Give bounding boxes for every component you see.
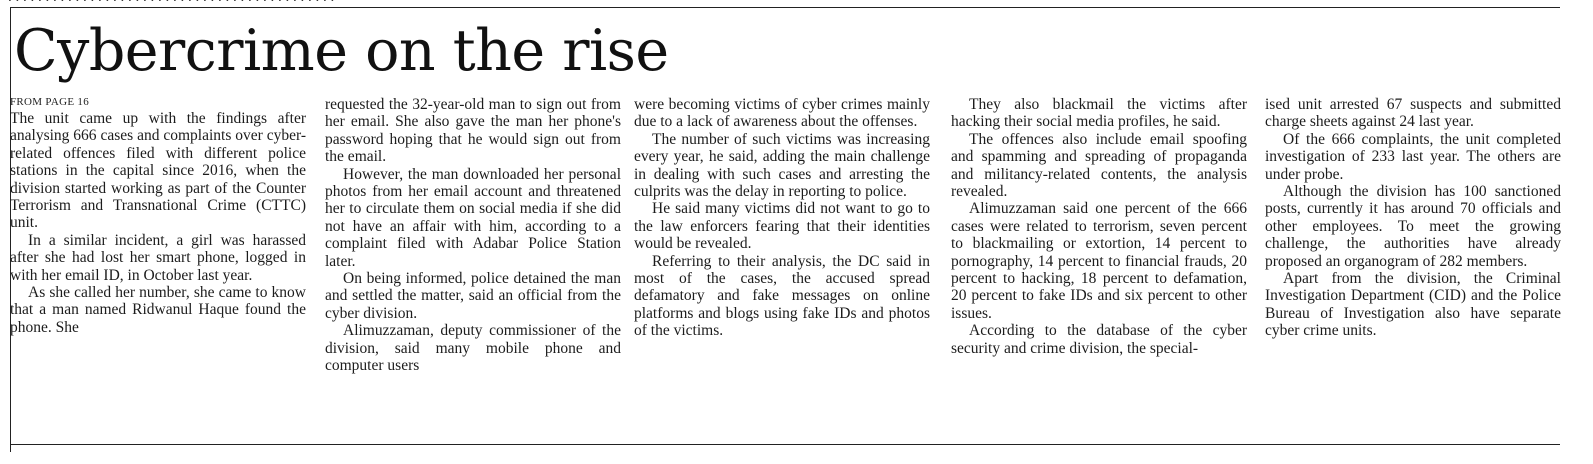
paragraph: Apart from the division, the Criminal Investigation Department (CID) and the Police Bureau of Investigation also have separate cyber crime units.	[1265, 270, 1561, 340]
paragraph: In a similar incident, a girl was harassed after she had lost her smart phone, logged in with her email ID, in October last year.	[10, 231, 306, 284]
top-rule	[10, 7, 1560, 8]
paragraph: The offences also include email spoofing and spamming and spreading of propaganda and militancy-related contents, the analysis revealed.	[951, 130, 1247, 201]
bottom-rule	[10, 444, 1560, 445]
paragraph: As she called her number, she came to know that a man named Ridwanul Haque found the phone. She	[10, 284, 306, 336]
headline: Cybercrime on the rise	[14, 18, 669, 84]
article-column-1	[10, 96, 306, 336]
paragraph: According to the database of the cyber security and crime division, the special-	[951, 322, 1247, 357]
paragraph: Referring to their analysis, the DC said in most of the cases, the accused spread defamatory and fake messages on online platforms and blogs using fake IDs and photos of the victims.	[634, 252, 930, 340]
paragraph: requested the 32-year-old man to sign out from her email. She also gave the man her phone's password hoping that he would sign out from the email.	[325, 96, 621, 166]
paragraph: On being informed, police detained the man and settled the matter, said an official from the cyber division.	[325, 270, 621, 322]
article-column-4	[951, 96, 1247, 357]
paragraph: He said many victims did not want to go to the law enforcers fearing that their identities would be revealed.	[634, 200, 930, 253]
article-column-5	[1265, 96, 1561, 340]
paragraph: They also blackmail the victims after hacking their social media profiles, he said.	[951, 96, 1247, 131]
paragraph: Although the division has 100 sanctioned posts, currently it has around 70 officials and other employees. To meet the growing challenge, the authorities have already proposed an organogram of 282 members.	[1265, 183, 1561, 270]
paragraph: However, the man downloaded her personal photos from her email account and threatened her to circulate them on social media if she did not have an affair with him, according to a complaint filed with Adabar Police Station later.	[325, 165, 621, 270]
paragraph: ised unit arrested 67 suspects and submitted charge sheets against 24 last year.	[1265, 96, 1561, 131]
previous-article-cut-text	[0, 0, 1560, 6]
paragraph: Alimuzzaman said one percent of the 666 cases were related to terrorism, seven percent to blackmailing or extortion, 14 percent to pornography, 14 percent to financial frauds, 20 percent to hacking, 18 percent to defamation, 20 percent to fake IDs and six percent to other issues.	[951, 200, 1247, 322]
article-column-2	[325, 96, 621, 375]
paragraph: The number of such victims was increasing every year, he said, adding the main challenge in dealing with such cases and arresting the culprits was the delay in reporting to police.	[634, 130, 930, 201]
jump-from-label: FROM PAGE 16	[10, 96, 89, 108]
article-column-3	[634, 96, 930, 340]
paragraph: were becoming victims of cyber crimes mainly due to a lack of awareness about the offenses.	[634, 96, 930, 131]
paragraph: Alimuzzaman, deputy commissioner of the division, said many mobile phone and computer users	[325, 322, 621, 375]
paragraph: Of the 666 complaints, the unit completed investigation of 233 last year. The others are under probe.	[1265, 130, 1561, 183]
paragraph: The unit came up with the findings after analysing 666 cases and complaints over cyber-related offences filed with different police stations in the capital since 2016, when the division started working as part of the Counter Terrorism and Transnational Crime (CTTC) unit.	[10, 110, 306, 232]
